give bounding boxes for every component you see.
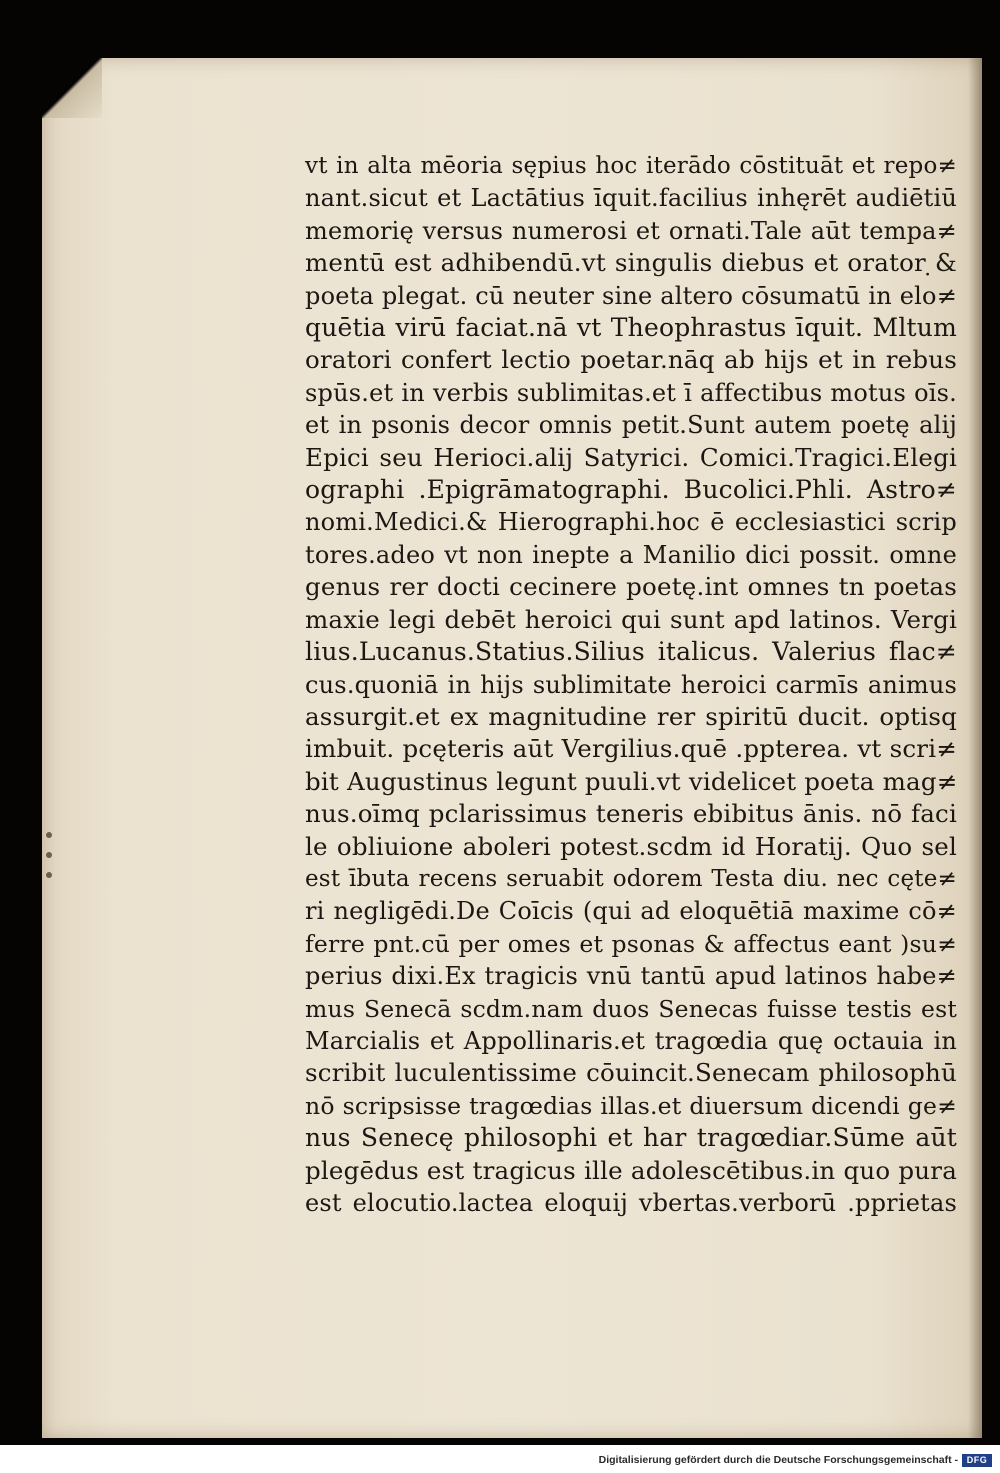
text-line: cus.quoniā in hijs sublimitate heroici carmīs animus (305, 670, 957, 699)
text-line: le obliuione aboleri potest.scdm id Horatij. Quo sel (305, 831, 957, 861)
text-line: et in psonis decor omnis petit.Sunt autem poetę alij (305, 411, 957, 440)
text-line: lius.Lucanus.Statius.Silius italicus. Valerius flac≠ (305, 637, 957, 667)
text-line: oratori confert lectio poetar.nāq ab hijs et in rebus (305, 345, 957, 375)
text-line: plegēdus est tragicus ille adolescētibus.in quo pura (305, 1155, 957, 1185)
text-line: genus rer docti cecinere poetę.int omnes tn poetas (305, 572, 957, 602)
text-line: mus Senecā scdm.nam duos Senecas fuisse testis est (305, 994, 957, 1023)
margin-hole (46, 852, 52, 858)
margin-holes (42, 818, 56, 938)
text-line: Epici seu Herioci.alij Satyrici. Comici.Tragici.Elegi (305, 442, 957, 472)
margin-hole (46, 832, 52, 838)
text-line: maxie legi debēt heroici qui sunt apd latinos. Vergi (305, 604, 957, 634)
text-line: poeta plegat. cū neuter sine altero cōsumatū in elo≠ (305, 281, 957, 310)
text-line: quētia virū faciat.nā vt Theophrastus īquit. Mltum (305, 313, 957, 343)
page-edge-shadow (968, 58, 982, 1438)
text-line: nō scripsisse tragœdias illas.et diuersum dicendi ge≠ (305, 1091, 957, 1120)
text-line: tores.adeo vt non inepte a Manilio dici possit. omne (305, 540, 957, 569)
text-line: ferre pnt.cū per omes et psonas & affectus eant )su≠ (305, 929, 957, 958)
folded-corner (42, 58, 102, 118)
text-line: imbuit. pcęteris aūt Vergilius.quē .ppterea. vt scri≠ (305, 734, 957, 764)
dfg-logo-icon: DFG (962, 1454, 992, 1467)
text-line: ri negligēdi.De Coīcis (qui ad eloquētiā maxime cō≠ (305, 897, 957, 926)
text-line: est ībuta recens seruabit odorem Testa diu. nec cęte≠ (305, 865, 957, 892)
text-line: memorię versus numerosi et ornati.Tale aūt tempa≠ (305, 216, 957, 245)
text-line: Marcialis et Appollinaris.et tragœdia quę octauia in (305, 1026, 957, 1055)
text-line: mentū est adhibendū.vt singulis diebus et orator ̣& (305, 248, 957, 278)
funding-credit: Digitalisierung gefördert durch die Deutsche Forschungsgemeinschaft - (598, 1454, 958, 1466)
text-line: nus.oīmq pclarissimus teneris ebibitus ānis. nō faci (305, 799, 957, 829)
text-line: scribit luculentissime cōuincit.Senecam philosophū (305, 1058, 957, 1088)
text-line: perius dixi.Ex tragicis vnū tantū apud latinos habe≠ (305, 962, 957, 991)
text-line: vt in alta mēoria sępius hoc iterādo cōstituāt et repo≠ (305, 153, 957, 179)
text-line: spūs.et in verbis sublimitas.et ī affectibus motus oīs. (305, 378, 957, 407)
text-block (305, 150, 965, 1219)
text-line: bit Augustinus legunt puuli.vt videlicet poeta mag≠ (305, 766, 958, 796)
margin-hole (46, 872, 52, 878)
text-line: est elocutio.lactea eloquij vbertas.verborū .pprietas (305, 1189, 957, 1217)
footer-bar (0, 1445, 1000, 1473)
text-line: assurgit.et ex magnitudine rer spiritū ducit. optisq (305, 701, 957, 731)
text-line: nomi.Medici.& Hierographi.hoc ē ecclesiastici scrip (305, 508, 957, 537)
text-line: nus Senecę philosophi et har tragœdiar.Sūme aūt (305, 1123, 957, 1153)
text-line: nant.sicut et Lactātius īquit.facilius inhęrēt audiētiū (305, 184, 957, 213)
text-line: ographi .Epigrāmatographi. Bucolici.Phli. Astro≠ (305, 475, 957, 505)
